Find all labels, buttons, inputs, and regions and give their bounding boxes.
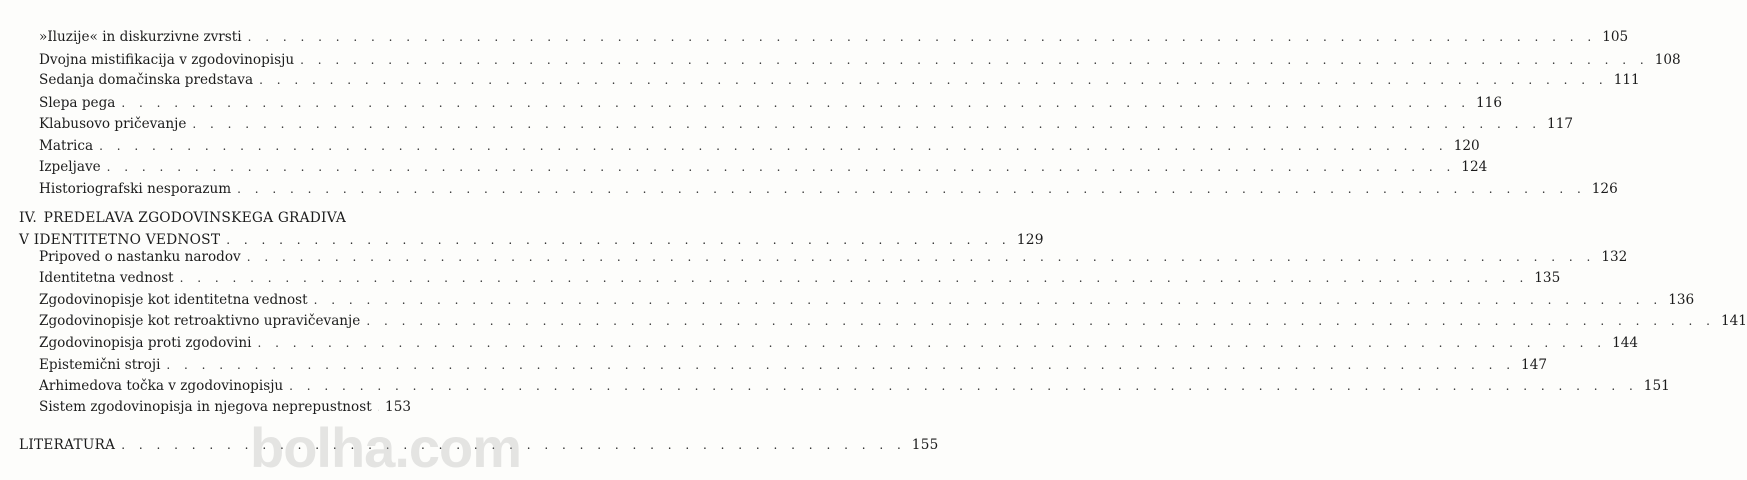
toc-entry-page: 108 — [1654, 52, 1681, 68]
toc-entry-title: Epistemični stroji — [39, 357, 161, 373]
dot-leader — [289, 376, 1638, 396]
toc-entry-page: 126 — [1591, 181, 1618, 197]
literature-title: LITERATURA — [19, 437, 116, 453]
chapter-title-text: PREDELAVA ZGODOVINSKEGA GRADIVA — [43, 210, 347, 226]
toc-entry-page: 147 — [1521, 357, 1547, 373]
toc-entry — [39, 333, 1639, 353]
toc-entry-title: Zgodovinopisja proti zgodovini — [39, 335, 252, 351]
toc-entry-title: Sedanja domačinska predstava — [39, 72, 254, 88]
literature-page: 155 — [911, 437, 939, 453]
toc-entry — [39, 70, 1640, 90]
dot-leader — [107, 157, 1456, 177]
toc-entry-title: Pripoved o nastanku narodov — [39, 249, 241, 265]
dot-leader — [192, 114, 1541, 134]
dot-leader — [248, 27, 1597, 47]
dot-leader — [121, 93, 1470, 113]
toc-entry — [39, 157, 1488, 177]
watermark-logo: bolha.com — [250, 416, 522, 479]
toc-entry-page: 153 — [385, 399, 411, 415]
toc-entry — [39, 93, 1502, 113]
toc-entry-title: »Iluzije« in diskurzivne zvrsti — [39, 29, 242, 45]
toc-entry-page: 124 — [1461, 159, 1488, 175]
toc-entry-title: Zgodovinopisje kot retroaktivno upravičevanje — [39, 313, 361, 329]
toc-entry-title: Izpeljave — [39, 159, 101, 175]
toc-entry-title: Zgodovinopisje kot identitetna vednost — [39, 292, 308, 308]
toc-entry-title: Slepa pega — [39, 95, 116, 111]
toc-entry — [39, 114, 1573, 134]
dot-leader — [378, 397, 379, 417]
toc-entry-page: 144 — [1612, 335, 1639, 351]
toc-entry — [39, 355, 1547, 375]
dot-leader — [121, 435, 906, 455]
dot-leader — [237, 179, 1586, 199]
dot-leader — [314, 290, 1663, 310]
toc-entry-title: Arhimedova točka v zgodovinopisju — [39, 378, 284, 394]
dot-leader — [257, 333, 1606, 353]
toc-entry-page: 136 — [1668, 292, 1695, 308]
dot-leader — [366, 311, 1715, 331]
toc-entry-page: 132 — [1601, 249, 1628, 265]
toc-entry-page: 135 — [1534, 270, 1561, 286]
literature-entry — [19, 435, 939, 455]
toc-entry-title: Matrica — [39, 138, 94, 154]
toc-entry-page: 111 — [1613, 72, 1640, 88]
toc-entry-page: 141 — [1720, 313, 1747, 329]
toc-entry-page: 105 — [1602, 29, 1629, 45]
toc-entry — [39, 290, 1695, 310]
toc-entry — [39, 247, 1628, 267]
chapter-title-line1 — [19, 208, 346, 228]
toc-entry-title: Klabusovo pričevanje — [39, 116, 187, 132]
toc-entry — [39, 27, 1629, 47]
toc-entry — [39, 311, 1747, 331]
chapter-page: 129 — [1016, 232, 1044, 248]
toc-entry-page: 117 — [1547, 116, 1573, 132]
toc-entry — [39, 376, 1670, 396]
toc-entry — [39, 50, 1681, 70]
toc-entry-title: Historiografski nesporazum — [39, 181, 232, 197]
dot-leader — [180, 268, 1529, 288]
dot-leader — [259, 70, 1608, 90]
toc-entry-page: 116 — [1476, 95, 1502, 111]
toc-entry — [39, 397, 411, 417]
toc-entry — [39, 136, 1480, 156]
toc-entry — [39, 179, 1618, 199]
chapter-title-text: V IDENTITETNO VEDNOST — [19, 232, 221, 248]
dot-leader — [99, 136, 1448, 156]
toc-entry-title: Identitetna vednost — [39, 270, 174, 286]
toc-entry — [39, 268, 1561, 288]
dot-leader — [166, 355, 1515, 375]
toc-entry-page: 151 — [1643, 378, 1670, 394]
dot-leader — [247, 247, 1596, 267]
dot-leader — [300, 50, 1649, 70]
toc-entry-page: 120 — [1453, 138, 1480, 154]
chapter-number: IV. — [19, 210, 37, 226]
toc-entry-title: Dvojna mistifikacija v zgodovinopisju — [39, 52, 295, 68]
toc-entry-title: Sistem zgodovinopisja in njegova neprepustnost — [39, 399, 372, 415]
